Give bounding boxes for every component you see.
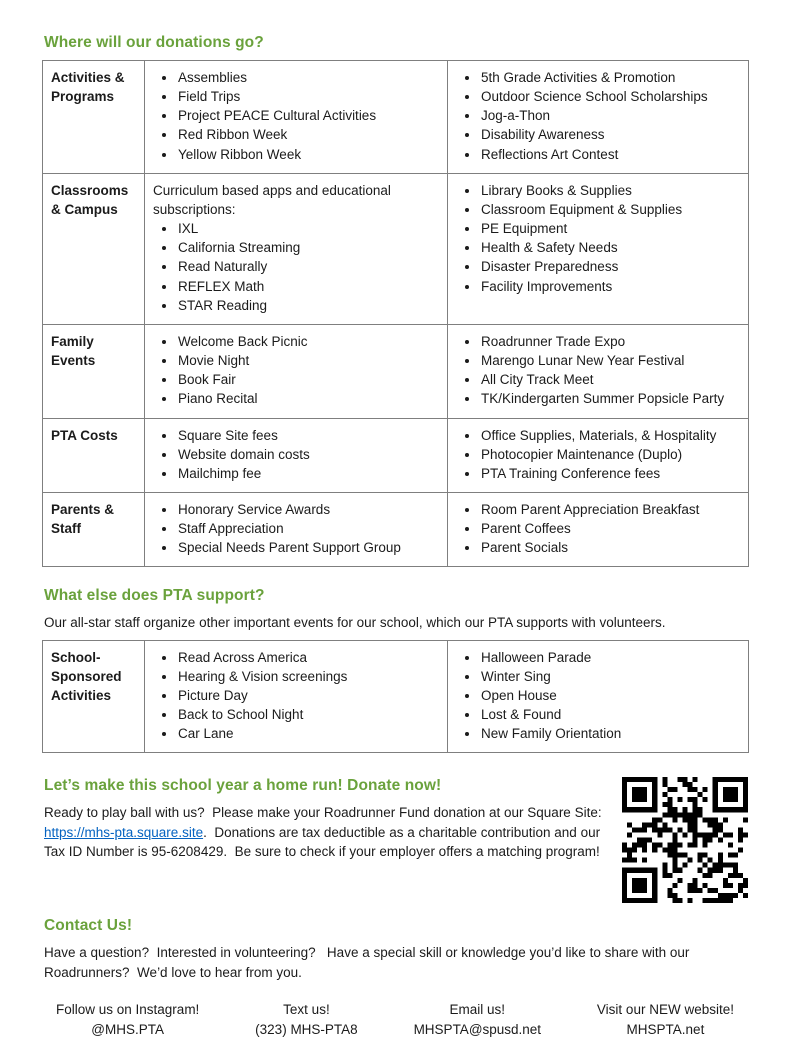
bullet-list: [153, 68, 439, 164]
bullet-item: • Photocopier Maintenance (Duplo): [480, 445, 740, 464]
bullet-item: • Room Parent Appreciation Breakfast: [480, 500, 740, 519]
bullet-item: • Hearing & Vision screenings: [177, 667, 439, 686]
bullets-cell: [145, 61, 448, 174]
bullets-cell: [448, 173, 749, 324]
bullet-item: • Parent Coffees: [480, 519, 740, 538]
footer-col-email: [414, 1000, 542, 1040]
bullet-item: • TK/Kindergarten Summer Popsicle Party: [480, 389, 740, 408]
bullet-list: [153, 219, 439, 315]
bullet-item: • Disaster Preparedness: [480, 257, 740, 276]
contact-heading: Contact Us!: [44, 917, 133, 935]
bullet-list: [456, 500, 740, 557]
bullet-list: [456, 426, 740, 483]
bullet-item: • Marengo Lunar New Year Festival: [480, 351, 740, 370]
footer: [42, 996, 748, 1040]
category-cell: Classrooms & Campus: [43, 173, 145, 324]
bullet-item: • Outdoor Science School Scholarships: [480, 87, 740, 106]
bullets-cell: [448, 418, 749, 492]
bullet-item: • Staff Appreciation: [177, 519, 439, 538]
donate-paragraph: [44, 803, 606, 860]
bullet-item: • Field Trips: [177, 87, 439, 106]
cell-intro: Curriculum based apps and educational subscriptions:: [153, 182, 391, 217]
donations-table: [42, 60, 749, 567]
bullet-item: • Read Across America: [177, 648, 439, 667]
bullet-item: • Classroom Equipment & Supplies: [480, 200, 740, 219]
bullet-item: • Read Naturally: [177, 257, 439, 276]
bullet-item: • New Family Orientation: [480, 724, 740, 743]
footer-value: @MHS.PTA: [91, 1021, 165, 1037]
bullet-item: • Movie Night: [177, 351, 439, 370]
contact-paragraph: Have a question? Interested in volunteering? Have a special skill or knowledge you’d like to share with our Roadrunners? We’d love to hear from you.: [44, 945, 694, 980]
footer-value: MHSPTA@spusd.net: [413, 1021, 542, 1037]
bullet-list: [153, 426, 439, 483]
bullet-item: • Jog-a-Thon: [480, 106, 740, 125]
bullet-item: • Piano Recital: [177, 389, 439, 408]
bullets-cell: [145, 492, 448, 566]
bullet-item: • PE Equipment: [480, 219, 740, 238]
bullet-item: • Mailchimp fee: [177, 464, 439, 483]
table-row-family-events: [43, 324, 749, 418]
bullet-item: • Book Fair: [177, 370, 439, 389]
bullet-list: [456, 332, 740, 409]
donate-text-after: . Donations are tax deductible as a charitable contribution and our Tax ID Number is 95-6208429. Be sure to check if your employer offers a matching program!: [44, 824, 604, 859]
category-cell: Parents & Staff: [43, 492, 145, 566]
bullet-list: [456, 648, 740, 744]
bullet-item: • Project PEACE Cultural Activities: [177, 106, 439, 125]
bullet-item: • Halloween Parade: [480, 648, 740, 667]
table-row-school-sponsored: [43, 640, 749, 753]
bullet-item: • Open House: [480, 686, 740, 705]
footer-label: Follow us on Instagram!: [56, 1001, 200, 1017]
bullet-item: • Special Needs Parent Support Group: [177, 538, 439, 557]
bullet-item: • Parent Socials: [480, 538, 740, 557]
table-row-pta-costs: [43, 418, 749, 492]
category-cell: Family Events: [43, 324, 145, 418]
category-cell: School-Sponsored Activities: [43, 640, 145, 753]
donate-text-block: [42, 775, 606, 903]
bullet-list: [456, 181, 740, 296]
category-cell: Activities & Programs: [43, 61, 145, 174]
donate-section: [42, 775, 748, 903]
bullets-cell: [448, 492, 749, 566]
footer-col-text: [255, 1000, 358, 1040]
bullet-item: • Facility Improvements: [480, 277, 740, 296]
bullet-item: • Square Site fees: [177, 426, 439, 445]
bullets-cell: [145, 640, 448, 753]
support-heading: What else does PTA support?: [44, 587, 265, 605]
footer-label: Text us!: [283, 1001, 330, 1017]
bullet-item: • All City Track Meet: [480, 370, 740, 389]
footer-label: Visit our NEW website!: [596, 1001, 734, 1017]
bullet-item: • 5th Grade Activities & Promotion: [480, 68, 740, 87]
footer-col-instagram: [56, 1000, 199, 1040]
bullet-item: • Red Ribbon Week: [177, 125, 439, 144]
bullet-item: • Car Lane: [177, 724, 439, 743]
bullet-item: • Disability Awareness: [480, 125, 740, 144]
bullet-item: • Yellow Ribbon Week: [177, 145, 439, 164]
bullets-cell: [448, 640, 749, 753]
bullets-cell: [448, 324, 749, 418]
donations-heading: Where will our donations go?: [44, 34, 264, 51]
bullet-item: • STAR Reading: [177, 296, 439, 315]
bullet-item: • Health & Safety Needs: [480, 238, 740, 257]
table-row-activities-programs: [43, 61, 749, 174]
bullets-cell: [145, 418, 448, 492]
bullet-item: • Lost & Found: [480, 705, 740, 724]
contact-section: [42, 915, 748, 981]
bullet-item: • Picture Day: [177, 686, 439, 705]
bullet-item: • Reflections Art Contest: [480, 145, 740, 164]
bullet-list: [153, 648, 439, 744]
footer-value: (323) MHS-PTA8: [255, 1021, 358, 1037]
bullet-item: • IXL: [177, 219, 439, 238]
bullet-item: • Winter Sing: [480, 667, 740, 686]
bullet-item: • Honorary Service Awards: [177, 500, 439, 519]
bullets-cell: [448, 61, 749, 174]
bullet-list: [456, 68, 740, 164]
bullet-item: • Roadrunner Trade Expo: [480, 332, 740, 351]
support-table: [42, 640, 749, 754]
table-row-parents-staff: [43, 492, 749, 566]
footer-col-website: [597, 1000, 734, 1040]
bullet-list: [153, 332, 439, 409]
table-row-classrooms-campus: [43, 173, 749, 324]
bullet-item: • Back to School Night: [177, 705, 439, 724]
bullet-item: • Library Books & Supplies: [480, 181, 740, 200]
square-site-link[interactable]: https://mhs-pta.square.site: [44, 824, 204, 840]
support-intro: Our all-star staff organize other important events for our school, which our PTA supports with volunteers.: [44, 615, 666, 631]
bullet-item: • Office Supplies, Materials, & Hospitality: [480, 426, 740, 445]
bullet-item: • PTA Training Conference fees: [480, 464, 740, 483]
footer-value: MHSPTA.net: [626, 1021, 705, 1037]
bullet-item: • Assemblies: [177, 68, 439, 87]
footer-label: Email us!: [449, 1001, 506, 1017]
donate-heading: Let’s make this school year a home run! Donate now!: [44, 777, 442, 795]
bullet-item: • Website domain costs: [177, 445, 439, 464]
donate-text-before: Ready to play ball with us? Please make your Roadrunner Fund donation at our Square Site:: [44, 805, 606, 821]
bullet-item: • REFLEX Math: [177, 277, 439, 296]
category-cell: PTA Costs: [43, 418, 145, 492]
bullets-cell: [145, 173, 448, 324]
bullets-cell: [145, 324, 448, 418]
bullet-list: [153, 500, 439, 557]
bullet-item: • Welcome Back Picnic: [177, 332, 439, 351]
qr-code: [622, 777, 748, 903]
bullet-item: • California Streaming: [177, 238, 439, 257]
